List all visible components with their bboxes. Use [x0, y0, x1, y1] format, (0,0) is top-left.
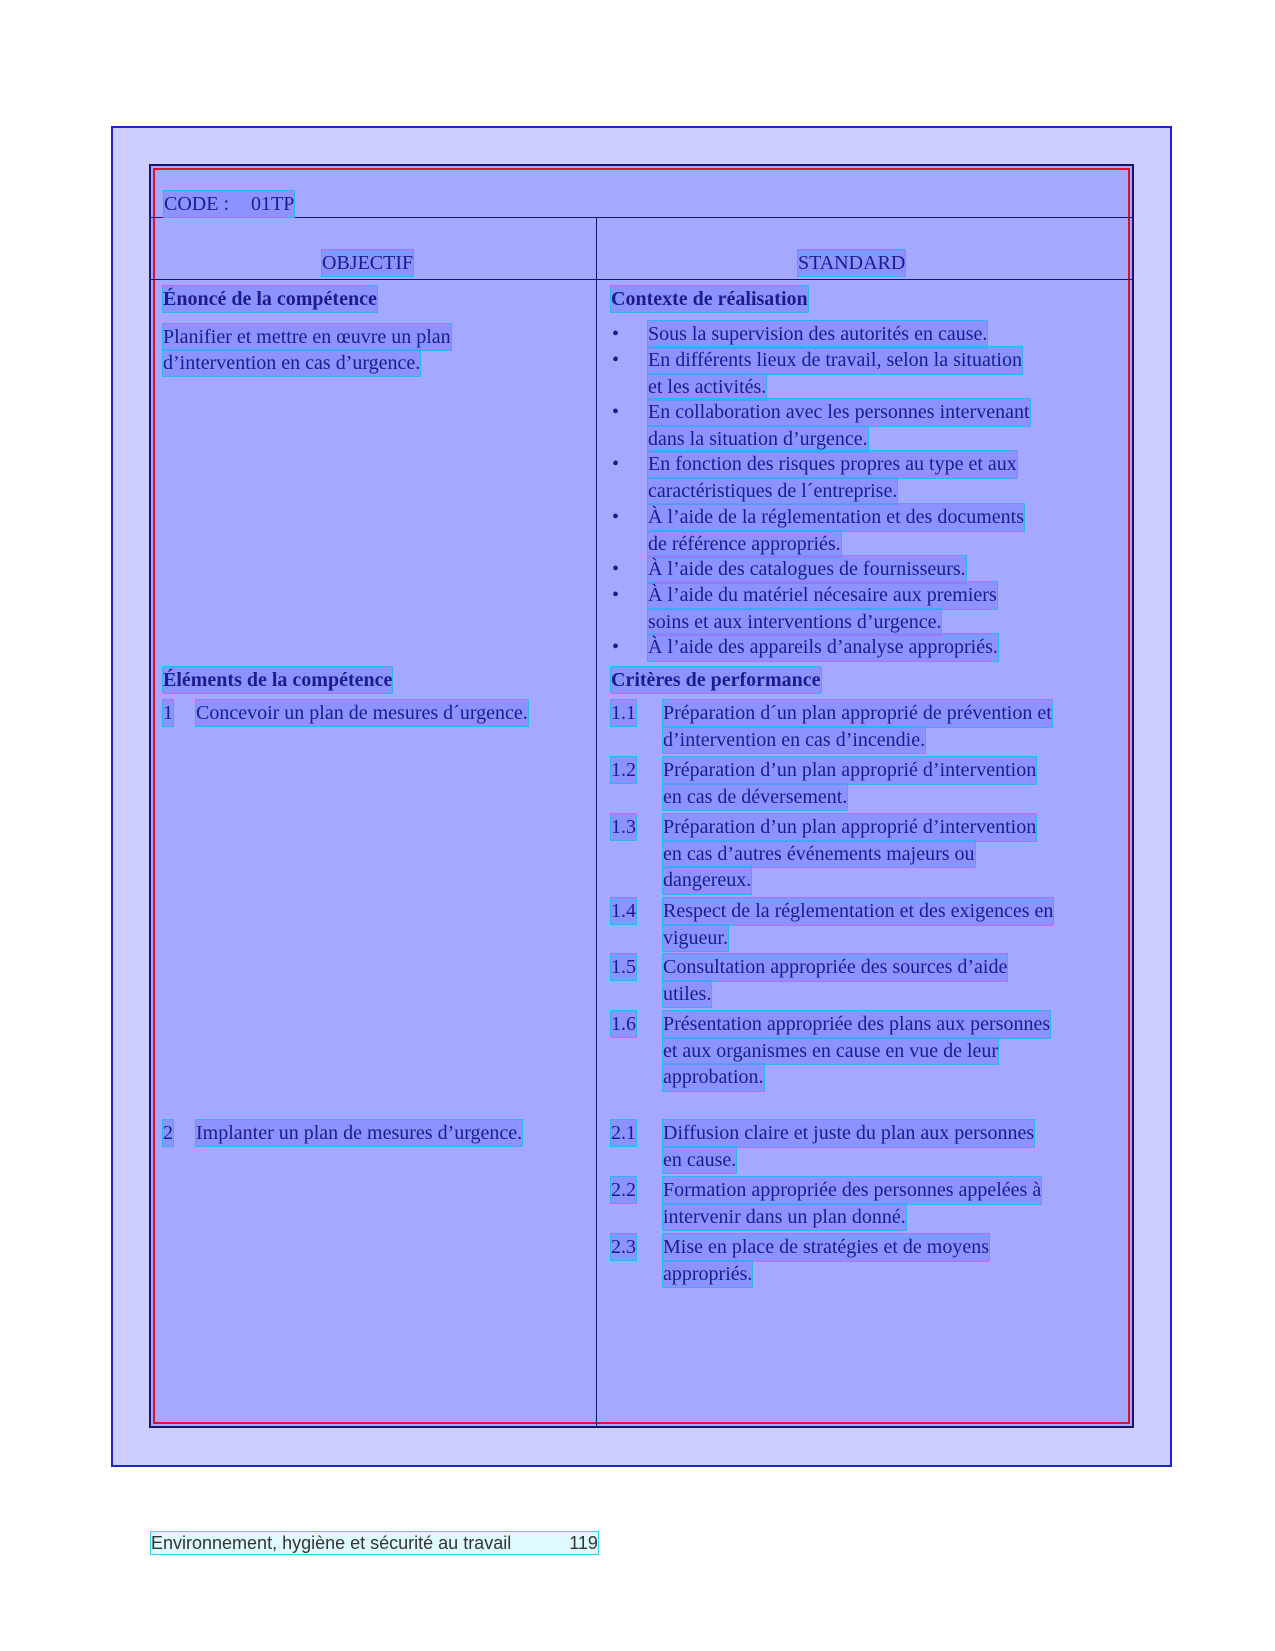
- element-2-text: Implanter un plan de mesures d’urgence.: [196, 1122, 523, 1144]
- elements-title: Éléments de la compétence: [163, 669, 393, 691]
- contexte-bullet: •: [612, 401, 620, 423]
- critere-text: Formation appropriée des personnes appelées à intervenir dans un plan donné.: [663, 1177, 1041, 1230]
- criteres-title: Critères de performance: [611, 669, 821, 691]
- contexte-bullet: •: [612, 636, 620, 658]
- contexte-bullet: •: [612, 323, 620, 345]
- critere-number: 2.3: [611, 1236, 636, 1258]
- enonce-line-1: Planifier et mettre en œuvre un plan: [163, 326, 451, 348]
- enonce-title: Énoncé de la compétence: [163, 288, 377, 310]
- critere-number: 1.3: [611, 816, 636, 838]
- contexte-item: En différents lieux de travail, selon la situation et les activités.: [648, 347, 1022, 400]
- element-1-number: 1: [163, 702, 173, 724]
- critere-text: Mise en place de stratégies et de moyens appropriés.: [663, 1234, 989, 1287]
- critere-text: Respect de la réglementation et des exigences en vigueur.: [663, 898, 1053, 951]
- element-2-number: 2: [163, 1122, 173, 1144]
- critere-number: 2.2: [611, 1179, 636, 1201]
- critere-number: 1.2: [611, 759, 636, 781]
- contexte-bullet: •: [612, 558, 620, 580]
- header-objectif: OBJECTIF: [322, 252, 414, 274]
- critere-number: 1.5: [611, 956, 636, 978]
- critere-text: Diffusion claire et juste du plan aux personnes en cause.: [663, 1120, 1034, 1173]
- contexte-bullet: •: [612, 453, 620, 475]
- critere-number: 2.1: [611, 1122, 636, 1144]
- contexte-item: À l’aide des catalogues de fournisseurs.: [648, 556, 966, 583]
- contexte-title: Contexte de réalisation: [611, 288, 808, 310]
- critere-text: Présentation appropriée des plans aux personnes et aux organismes en cause en vue de leur approbation.: [663, 1011, 1050, 1091]
- critere-number: 1.6: [611, 1013, 636, 1035]
- column-divider: [596, 217, 597, 1427]
- header-rule-bottom: [150, 279, 1133, 280]
- contexte-bullet: •: [612, 506, 620, 528]
- page-footer: [151, 1532, 598, 1554]
- critere-text: Consultation appropriée des sources d’aide utiles.: [663, 954, 1007, 1007]
- page-number: 119: [569, 1533, 598, 1553]
- critere-text: Préparation d’un plan approprié d’intervention en cas de déversement.: [663, 757, 1036, 810]
- critere-number: 1.1: [611, 702, 636, 724]
- header-standard: STANDARD: [798, 252, 906, 274]
- contexte-item: En collaboration avec les personnes intervenant dans la situation d’urgence.: [648, 399, 1030, 452]
- contexte-item: À l’aide du matériel nécesaire aux premiers soins et aux interventions d’urgence.: [648, 582, 997, 635]
- contexte-item: À l’aide de la réglementation et des documents de référence appropriés.: [648, 504, 1024, 557]
- critere-number: 1.4: [611, 900, 636, 922]
- element-1-text: Concevoir un plan de mesures d´urgence.: [196, 702, 528, 724]
- footer-title: Environnement, hygiène et sécurité au travail: [151, 1533, 512, 1553]
- critere-text: Préparation d’un plan approprié d’intervention en cas d’autres événements majeurs ou dangereux.: [663, 814, 1036, 894]
- contexte-bullet: •: [612, 349, 620, 371]
- header-rule-top: [150, 217, 1133, 218]
- code-label: CODE : 01TP: [164, 193, 295, 215]
- contexte-item: Sous la supervision des autorités en cause.: [648, 321, 987, 348]
- contexte-bullet: •: [612, 584, 620, 606]
- contexte-item: À l’aide des appareils d’analyse appropriés.: [648, 634, 998, 661]
- contexte-item: En fonction des risques propres au type et aux caractéristiques de l´entreprise.: [648, 451, 1017, 504]
- critere-text: Préparation d´un plan approprié de prévention et d’intervention en cas d’incendie.: [663, 700, 1052, 753]
- enonce-line-2: d’intervention en cas d’urgence.: [163, 352, 421, 374]
